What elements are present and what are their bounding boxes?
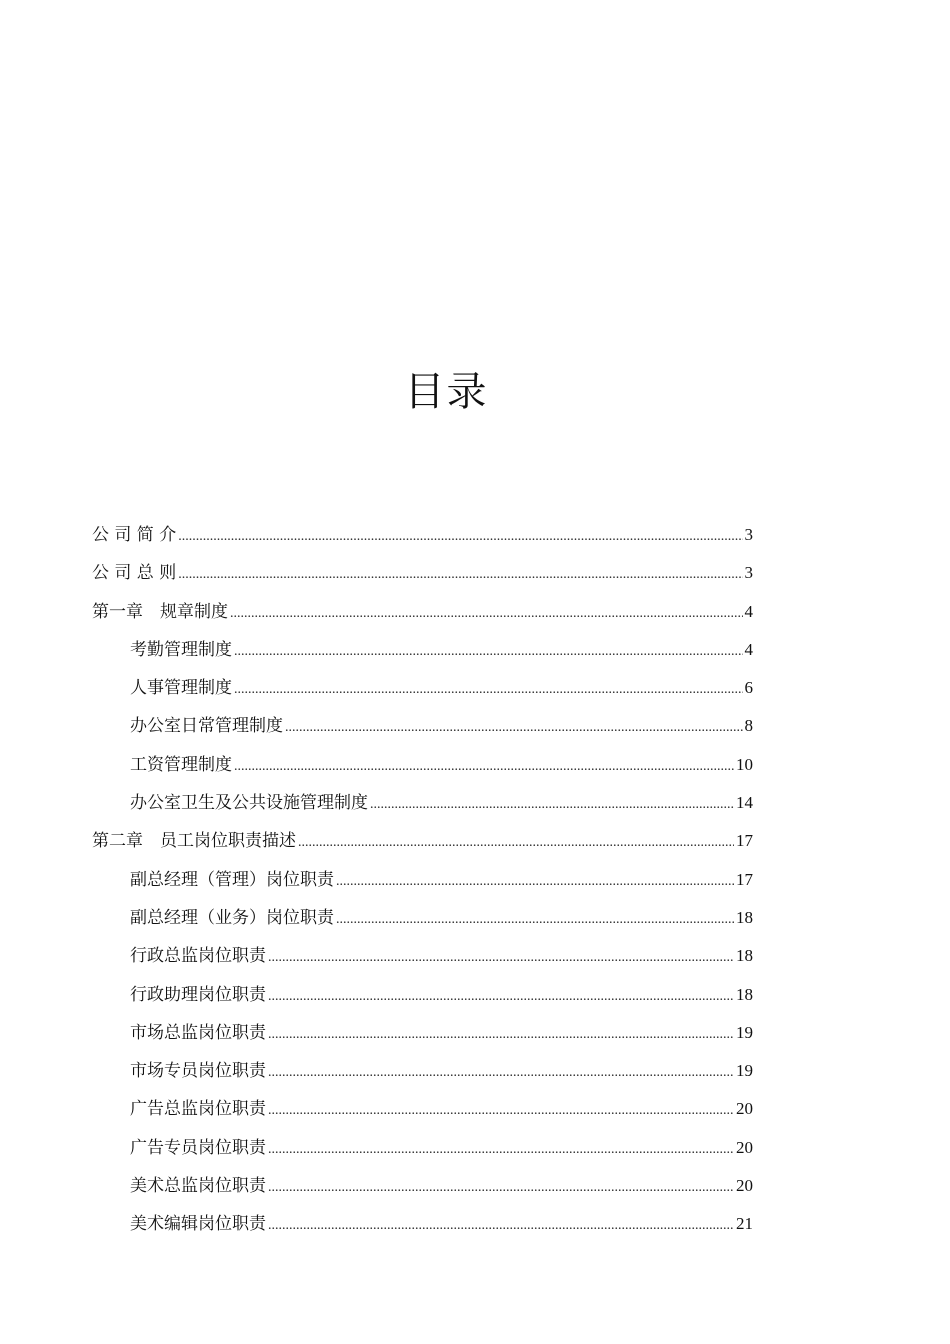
toc-entry[interactable] — [92, 822, 753, 860]
toc-entry[interactable] — [92, 976, 753, 1014]
toc-entry-label: 市场专员岗位职责 — [130, 1061, 266, 1082]
toc-entry-page: 19 — [736, 1022, 753, 1042]
toc-entry-label: 广告总监岗位职责 — [130, 1099, 266, 1120]
toc-entry-page: 10 — [736, 754, 753, 774]
toc-entry[interactable] — [92, 554, 753, 592]
toc-entry[interactable] — [92, 1052, 753, 1090]
toc-dot-leader — [234, 633, 743, 671]
toc-entry[interactable] — [92, 1129, 753, 1167]
toc-entry-page: 4 — [744, 601, 753, 621]
toc-entry-page: 17 — [736, 831, 753, 851]
toc-entry[interactable] — [92, 746, 753, 784]
toc-entry-page: 20 — [736, 1137, 753, 1157]
toc-entry-label: 公 司 总 则 — [92, 563, 177, 584]
toc-entry-label: 办公室卫生及公共设施管理制度 — [130, 793, 368, 814]
toc-entry-page: 18 — [736, 907, 753, 927]
toc-entry-label: 副总经理（管理）岗位职责 — [130, 869, 334, 890]
toc-dot-leader — [268, 1131, 734, 1169]
toc-entry[interactable] — [92, 899, 753, 937]
toc-entry-page: 18 — [736, 946, 753, 966]
toc-entry-page: 14 — [736, 793, 753, 813]
toc-entry[interactable] — [92, 516, 753, 554]
toc-dot-leader — [268, 1016, 734, 1054]
toc-dot-leader — [336, 901, 734, 939]
toc-entry-page: 19 — [736, 1061, 753, 1081]
toc-entry-label: 广告专员岗位职责 — [130, 1137, 266, 1158]
toc-entry-label: 工资管理制度 — [130, 754, 232, 775]
table-of-contents — [92, 516, 753, 1244]
toc-entry-page: 21 — [736, 1214, 753, 1234]
toc-entry-label: 办公室日常管理制度 — [130, 716, 283, 737]
toc-entry[interactable] — [92, 1014, 753, 1052]
toc-dot-leader — [268, 978, 734, 1016]
toc-dot-leader — [178, 518, 742, 556]
toc-dot-leader — [234, 671, 743, 709]
toc-dot-leader — [178, 556, 742, 594]
toc-entry-page: 3 — [744, 525, 753, 544]
toc-entry[interactable] — [92, 861, 753, 899]
toc-entry-label: 公 司 简 介 — [92, 525, 177, 545]
toc-entry-page: 4 — [744, 639, 753, 659]
toc-entry-label: 第二章 员工岗位职责描述 — [92, 831, 296, 852]
toc-dot-leader — [285, 709, 743, 747]
toc-entry-label: 副总经理（业务）岗位职责 — [130, 907, 334, 928]
toc-entry-page: 20 — [736, 1176, 753, 1196]
toc-dot-leader — [370, 786, 734, 824]
toc-entry-label: 行政总监岗位职责 — [130, 946, 266, 967]
toc-entry-label: 美术编辑岗位职责 — [130, 1214, 266, 1235]
toc-dot-leader — [268, 1092, 734, 1130]
toc-entry-label: 行政助理岗位职责 — [130, 984, 266, 1005]
toc-dot-leader — [234, 748, 734, 786]
toc-entry[interactable] — [92, 593, 753, 631]
toc-dot-leader — [336, 863, 734, 901]
toc-entry-label: 考勤管理制度 — [130, 639, 232, 660]
toc-entry-label: 市场总监岗位职责 — [130, 1022, 266, 1043]
toc-dot-leader — [298, 824, 734, 862]
toc-entry[interactable] — [92, 784, 753, 822]
toc-dot-leader — [268, 1207, 734, 1245]
toc-entry-page: 3 — [744, 563, 753, 583]
toc-entry[interactable] — [92, 937, 753, 975]
toc-dot-leader — [268, 939, 734, 977]
toc-entry[interactable] — [92, 631, 753, 669]
toc-entry-label: 第一章 规章制度 — [92, 601, 228, 622]
toc-dot-leader — [268, 1169, 734, 1207]
toc-entry[interactable] — [92, 1090, 753, 1128]
toc-entry-page: 20 — [736, 1099, 753, 1119]
toc-entry-page: 8 — [744, 716, 753, 736]
toc-entry[interactable] — [92, 1205, 753, 1243]
toc-entry-label: 美术总监岗位职责 — [130, 1176, 266, 1197]
toc-dot-leader — [268, 1054, 734, 1092]
toc-entry[interactable] — [92, 1167, 753, 1205]
toc-entry-page: 17 — [736, 869, 753, 889]
toc-entry-label: 人事管理制度 — [130, 678, 232, 699]
toc-entry[interactable] — [92, 669, 753, 707]
toc-entry-page: 18 — [736, 984, 753, 1004]
toc-entry-page: 6 — [744, 678, 753, 698]
toc-entry[interactable] — [92, 707, 753, 745]
page-title: 目录 — [404, 369, 489, 415]
toc-dot-leader — [230, 595, 743, 633]
